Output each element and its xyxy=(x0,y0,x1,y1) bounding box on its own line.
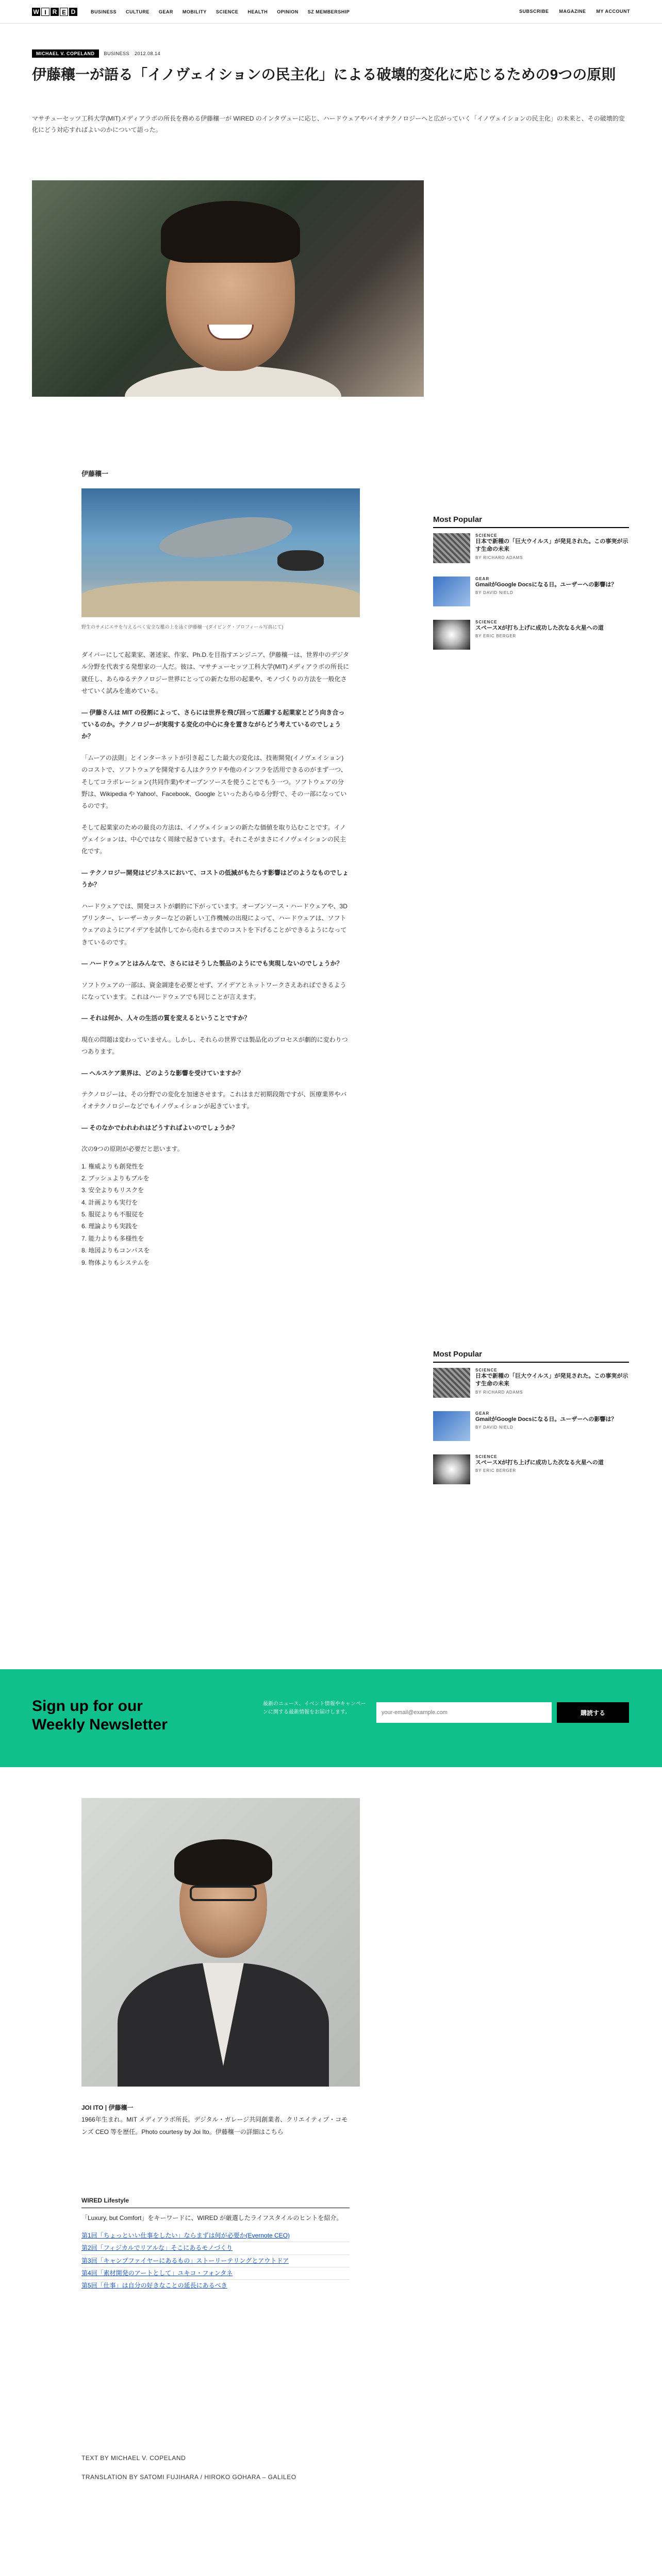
popular-author: BY ERIC BERGER xyxy=(475,1468,517,1473)
lifestyle-link[interactable]: 第2回「フィジカルでリアルな」そこにあるモノづくり xyxy=(81,2242,350,2255)
principle-item: 1. 権威よりも創発性を xyxy=(81,1162,144,1170)
popular-item[interactable] xyxy=(433,1411,629,1447)
lifestyle-title: WIRED Lifestyle xyxy=(81,2195,350,2208)
wired-lifestyle-box xyxy=(81,2195,350,2292)
logo-letter: D xyxy=(69,8,77,16)
question-paragraph: — そのなかでわれわれはどうすればよいのでしょうか？ xyxy=(81,1124,238,1131)
body-paragraph: ダイバーにして起業家、著述家、作家、Ph.D.を目指すエンジニア、伊藤穰一は、世界中のデジタル分野を代表する発想家の一人だ。彼は、マサチューセッツ工科大学(MIT)メディアラボの所長に就任し、あらゆるテクノロジー世界にとっての新たな形の起業や、モノづくりの方法を一般化させていく試みを進めている。 xyxy=(81,651,350,695)
popular-thumb[interactable] xyxy=(433,533,470,563)
logo-letter: E xyxy=(60,8,68,16)
question-paragraph: — それは何か、人々の生活の質を変えるということですか？ xyxy=(81,1014,251,1022)
nav-health[interactable]: HEALTH xyxy=(247,9,268,14)
principle-item: 4. 計画よりも実行を xyxy=(81,1198,138,1206)
newsletter-headline-line: Sign up for our xyxy=(32,1698,143,1715)
popular-author: BY RICHARD ADAMS xyxy=(475,555,523,560)
popular-thumb[interactable] xyxy=(433,1411,470,1441)
most-popular-top xyxy=(433,515,629,663)
hero-photo xyxy=(32,180,424,397)
popular-item[interactable] xyxy=(433,620,629,656)
credit-translation: TRANSLATION BY SATOMI FUJIHARA / HIROKO GOHARA – GALILEO xyxy=(81,2473,296,2481)
body-paragraph: ハードウェアでは、開発コストが劇的に下がっています。オープンソース・ハードウェアや、3D プリンター、レーザーカッターなどの新しい工作機械の出現によって、ハードウェアは、ソフトウェアのようにアイデアを試作してから売れるまでのコストを下げることができるようになってきているのです。 xyxy=(81,902,347,946)
question-paragraph: — テクノロジー開発はビジネスにおいて、コストの低減がもたらす影響はどのようなものでしょうか？ xyxy=(81,869,349,889)
photo-caption: 野生のサメにエサを与えるべく安全な檻の上を泳ぐ伊藤穰一(ダイビング・プロフィール写真にて) xyxy=(81,624,284,630)
article-meta xyxy=(32,49,160,58)
wired-logo[interactable] xyxy=(32,8,77,16)
principle-item: 8. 地図よりもコンパスを xyxy=(81,1247,150,1255)
popular-item[interactable] xyxy=(433,577,629,613)
popular-author: BY ERIC BERGER xyxy=(475,634,517,639)
logo-letter: W xyxy=(32,8,40,16)
article-body xyxy=(81,649,350,1269)
body-paragraph: 「ムーアの法則」とインターネットが引き起こした最大の変化は、技術開発(イノヴェイション)のコストで、ソフトウェアを開発する人はクラウドや他のインフラを活用できるのがまず一つ、そしてコラボレーション(共同作業)やオープンソースを使うことでもう一つ。ソフトウェアの分野は、Wikipedia や Yahoo!、Facebook、Google といったあらゆる分野で、その一部になっているのです。 xyxy=(81,754,347,810)
magazine-link[interactable]: MAGAZINE xyxy=(559,9,586,14)
bio-text: 1966年生まれ。MIT メディアラボ所長。デジタル・ガレージ共同創業者、クリエイティブ・コモンズ CEO 等を歴任。Photo courtesy by Joi Ito。伊藤穰一の詳細はこちら xyxy=(81,2116,348,2136)
most-popular-bottom xyxy=(433,1350,629,1498)
article-title: 伊藤穰一が語る「イノヴェイションの民主化」による破壊的変化に応じるための9つの原則 xyxy=(32,66,616,82)
diving-photo xyxy=(81,488,360,617)
popular-title[interactable]: GmailがGoogle Docsになる日。ユーザーへの影響は？ xyxy=(475,1416,617,1422)
main-nav xyxy=(91,9,350,14)
popular-category: SCIENCE xyxy=(475,533,498,538)
most-popular-title: Most Popular xyxy=(433,515,629,528)
credit-text: TEXT BY MICHAEL V. COPELAND xyxy=(81,2454,186,2462)
body-paragraph: テクノロジーは、その分野での変化を加速させます。これはまだ初期段階ですが、医療業界やバイオテクノロジーなどでもイノヴェイションが起きています。 xyxy=(81,1090,347,1110)
newsletter-email-input[interactable] xyxy=(376,1702,552,1723)
newsletter-headline-line: Weekly Newsletter xyxy=(32,1716,168,1733)
my-account-link[interactable]: MY ACCOUNT xyxy=(596,9,630,14)
popular-category: SCIENCE xyxy=(475,620,498,624)
newsletter-subscribe-button[interactable]: 購読する xyxy=(557,1702,629,1723)
popular-title[interactable]: スペースXが打ち上げに成功した次なる火星への道 xyxy=(475,1460,604,1466)
popular-category: GEAR xyxy=(475,577,490,581)
site-header xyxy=(0,0,662,24)
popular-thumb[interactable] xyxy=(433,1368,470,1398)
body-paragraph: そして起業家のための最良の方法は、イノヴェイションの新たな価値を取り込むことです。イノヴェイションは、中心ではなく周縁で起きています。それこそがまさにイノヴェイションの民主化です。 xyxy=(81,823,346,855)
nav-mobility[interactable]: MOBILITY xyxy=(182,9,207,14)
nav-sz-membership[interactable]: SZ MEMBERSHIP xyxy=(307,9,350,14)
popular-thumb[interactable] xyxy=(433,620,470,650)
newsletter-headline xyxy=(32,1697,168,1734)
popular-category: SCIENCE xyxy=(475,1454,498,1459)
principle-item: 2. プッシュよりもプルを xyxy=(81,1174,150,1182)
popular-item[interactable] xyxy=(433,1454,629,1490)
nav-opinion[interactable]: OPINION xyxy=(277,9,299,14)
article-lead: マサチューセッツ工科大学(MIT)メディアラボの所長を務める伊藤穰一が WIRED のインタヴューに応じ、ハードウェアやバイオテクノロジーへと広がっていく「イノヴェイションの民主化」の未来と、その破壊的変化にどう対応すればよいのかについて語った。 xyxy=(32,115,625,133)
publish-date: 2012.08.14 xyxy=(135,51,161,56)
byline: 伊藤穰一 xyxy=(81,470,109,478)
principle-item: 9. 物体よりもシステムを xyxy=(81,1259,150,1266)
popular-item[interactable] xyxy=(433,1368,629,1404)
popular-author: BY DAVID NIELD xyxy=(475,590,514,596)
popular-category: SCIENCE xyxy=(475,1368,498,1372)
popular-item[interactable] xyxy=(433,533,629,569)
principle-item: 7. 能力よりも多様性を xyxy=(81,1234,144,1242)
principle-item: 3. 安全よりもリスクを xyxy=(81,1187,144,1194)
popular-thumb[interactable] xyxy=(433,1454,470,1484)
nav-gear[interactable]: GEAR xyxy=(158,9,173,14)
header-actions xyxy=(519,9,630,14)
shark-shape xyxy=(157,510,294,565)
nav-business[interactable]: BUSINESS xyxy=(91,9,117,14)
newsletter-description: 最新のニュース、イベント情報やキャンペーンに関する最新情報をお届けします。 xyxy=(263,1701,366,1715)
diver-shape xyxy=(277,550,324,571)
popular-author: BY DAVID NIELD xyxy=(475,1425,514,1430)
principle-item: 5. 服従よりも不服従を xyxy=(81,1211,144,1218)
lifestyle-text: 「Luxury, but Comfort」をキーワードに、WIRED が厳選したライフスタイルのヒントを紹介。 xyxy=(81,2214,343,2222)
popular-title[interactable]: 日本で新種の「巨大ウイルス」が発見された。この事実が示す生命の未来 xyxy=(475,1373,628,1387)
category-label[interactable]: BUSINESS xyxy=(104,51,130,56)
lifestyle-link[interactable]: 第5回「仕事」は自分の好きなことの延長にあるべき xyxy=(81,2282,227,2290)
bio-name: JOI ITO | 伊藤穰一 xyxy=(81,2104,134,2111)
newsletter-banner xyxy=(0,1669,662,1767)
question-paragraph: — へルスケア業界は、どのような影響を受けていますか？ xyxy=(81,1069,244,1077)
subscribe-link[interactable]: SUBSCRIBE xyxy=(519,9,549,14)
body-paragraph: 次の9つの原則が必要だと思います。 xyxy=(81,1145,184,1153)
lifestyle-link[interactable]: 第3回「キャンプファイヤーにあるもの」ストーリーテリングとアウトドア xyxy=(81,2255,350,2267)
hero-hair xyxy=(161,201,300,263)
popular-title[interactable]: 日本で新種の「巨大ウイルス」が発見された。この事実が示す生命の未来 xyxy=(475,538,628,553)
popular-author: BY RICHARD ADAMS xyxy=(475,1389,523,1395)
popular-category: GEAR xyxy=(475,1411,490,1416)
popular-title[interactable]: GmailがGoogle Docsになる日。ユーザーへの影響は？ xyxy=(475,582,617,588)
author-tag[interactable]: MICHAEL V. COPELAND xyxy=(32,49,99,58)
logo-letter: R xyxy=(51,8,59,16)
portrait-hair xyxy=(174,1839,272,1886)
question-paragraph: — ハードウェアとはみんなで、さらにはそうした製品のようにでも実現しないのでしょうか？ xyxy=(81,960,343,968)
most-popular-title: Most Popular xyxy=(433,1350,629,1363)
lifestyle-link[interactable]: 第4回「素材開発のアートとして」ユキコ・フォンタネ xyxy=(81,2267,350,2280)
popular-title[interactable]: スペースXが打ち上げに成功した次なる火星への道 xyxy=(475,625,604,631)
question-paragraph: — 伊藤さんは MIT の役割によって、さらには世界を飛び回って活躍する起業家とどう向き合っているのか。テクノロジーが実現する変化の中心に身を置きながらどう考えているのでしょうか？ xyxy=(81,708,345,740)
popular-thumb[interactable] xyxy=(433,577,470,606)
body-paragraph: ソフトウェアの一部は、資金調達を必要とせず、アイデアとネットワークさえあればできるようになっています。これはハードウェアでも同じことが言えます。 xyxy=(81,981,346,1001)
logo-letter: I xyxy=(41,8,49,16)
author-bio xyxy=(81,2102,350,2138)
article-credits xyxy=(81,2452,350,2483)
nav-culture[interactable]: CULTURE xyxy=(126,9,150,14)
lifestyle-link[interactable]: 第1回「ちょっといい仕事をしたい」ならまずは何が必要か(Evernote CEO) xyxy=(81,2230,350,2242)
portrait-glasses xyxy=(190,1886,257,1901)
body-paragraph: 現在の問題は変わっていません。しかし、それらの世界では製品化のプロセスが劇的に変わりつつあります。 xyxy=(81,1036,348,1056)
principle-item: 6. 理論よりも実践を xyxy=(81,1223,138,1230)
portrait-photo xyxy=(81,1798,360,2087)
nav-science[interactable]: SCIENCE xyxy=(216,9,239,14)
reef-shape xyxy=(81,581,360,617)
